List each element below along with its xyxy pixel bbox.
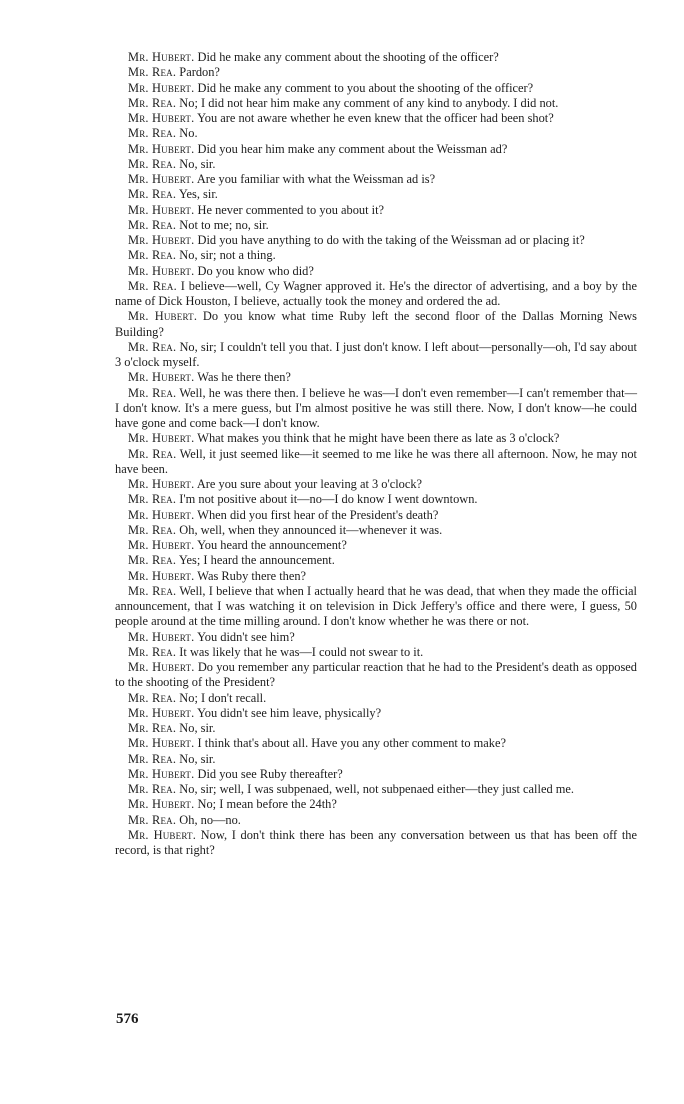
utterance-text: Was Ruby there then?	[197, 568, 307, 583]
testimony-paragraph	[115, 447, 637, 478]
utterance-text: Pardon?	[179, 65, 220, 80]
testimony-paragraph	[115, 50, 637, 65]
speaker-name: Mr. Rea.	[128, 553, 177, 568]
testimony-paragraph	[115, 157, 637, 172]
testimony-paragraph	[115, 111, 637, 126]
speaker-name: Mr. Rea.	[128, 156, 177, 171]
speaker-name: Mr. Hubert.	[128, 80, 195, 95]
testimony-paragraph	[115, 309, 637, 340]
testimony-paragraph	[115, 523, 637, 538]
utterance-text: Oh, well, when they announced it—whenever it was.	[179, 522, 443, 537]
testimony-paragraph	[115, 630, 637, 645]
utterance-text: Are you familiar with what the Weissman ad is?	[196, 172, 436, 186]
utterance-text: No; I did not hear him make any comment of any kind to anybody. I did not.	[179, 95, 559, 110]
speaker-name: Mr. Rea.	[128, 492, 177, 507]
speaker-name: Mr. Hubert.	[128, 431, 195, 446]
testimony-paragraph	[115, 492, 637, 507]
testimony-paragraph	[115, 691, 637, 706]
speaker-name: Mr. Hubert.	[128, 233, 195, 247]
utterance-text: It was likely that he was—I could not swear to it.	[179, 644, 424, 659]
testimony-paragraph	[115, 248, 637, 263]
testimony-paragraph	[115, 797, 637, 812]
page-number: 576	[116, 1011, 139, 1027]
utterance-text: Not to me; no, sir.	[179, 217, 269, 232]
utterance-text: No; I mean before the 24th?	[197, 797, 337, 812]
speaker-name: Mr. Rea.	[128, 65, 177, 80]
utterance-text: Oh, no—no.	[179, 812, 241, 827]
utterance-text: You didn't see him?	[197, 629, 295, 644]
utterance-text: Did he make any comment about the shooting of the officer?	[197, 50, 499, 64]
speaker-name: Mr. Rea.	[128, 187, 177, 202]
testimony-paragraph	[115, 569, 637, 584]
speaker-name: Mr. Rea.	[128, 248, 177, 263]
speaker-name: Mr. Hubert.	[128, 827, 196, 842]
testimony-paragraph	[115, 431, 637, 446]
speaker-name: Mr. Rea.	[128, 278, 177, 293]
testimony-paragraph	[115, 65, 637, 80]
utterance-text: No, sir; well, I was subpenaed, well, not subpenaed either—they just called me.	[179, 782, 574, 796]
speaker-name: Mr. Rea.	[128, 721, 177, 735]
testimony-paragraph	[115, 218, 637, 233]
utterance-text: Well, he was there then. I believe he was—I don't even remember—I can't remember that—I don't know. It's a mere guess, but I'm almost positive he was still there. Now, I don't know—he could have gone and come back—I don't know.	[115, 385, 637, 430]
utterance-text: No, sir.	[179, 156, 216, 171]
utterance-text: Did he make any comment to you about the shooting of the officer?	[197, 80, 534, 95]
testimony-paragraph	[115, 721, 637, 736]
speaker-name: Mr. Hubert.	[128, 477, 195, 491]
testimony-paragraph	[115, 477, 637, 492]
utterance-text: Did you see Ruby thereafter?	[197, 766, 343, 781]
speaker-name: Mr. Rea.	[128, 690, 177, 705]
speaker-name: Mr. Hubert.	[128, 797, 195, 812]
utterance-text: Now, I don't think there has been any conversation between us that has been off the record, is that right?	[115, 827, 637, 857]
speaker-name: Mr. Hubert.	[128, 568, 195, 583]
utterance-text: No.	[179, 126, 198, 141]
speaker-name: Mr. Hubert.	[128, 141, 195, 156]
speaker-name: Mr. Rea.	[128, 217, 177, 232]
utterance-text: Was he there then?	[197, 370, 291, 385]
speaker-name: Mr. Rea.	[128, 339, 177, 354]
testimony-paragraph	[115, 767, 637, 782]
utterance-text: No, sir; not a thing.	[179, 248, 276, 263]
utterance-text: Do you know who did?	[197, 263, 314, 278]
utterance-text: Are you sure about your leaving at 3 o'clock?	[196, 477, 423, 491]
testimony-paragraph	[115, 340, 637, 371]
testimony-paragraph	[115, 233, 637, 248]
speaker-name: Mr. Rea.	[128, 751, 177, 766]
testimony-paragraph	[115, 706, 637, 721]
speaker-name: Mr. Hubert.	[128, 629, 195, 644]
testimony-paragraph	[115, 126, 637, 141]
speaker-name: Mr. Rea.	[128, 812, 177, 827]
speaker-name: Mr. Hubert.	[128, 50, 195, 64]
utterance-text: No, sir.	[179, 751, 216, 766]
testimony-paragraph	[115, 96, 637, 111]
utterance-text: No, sir; I couldn't tell you that. I just don't know. I left about—personally—oh, I'd say about 3 o'clock myself.	[115, 339, 637, 369]
testimony-paragraph	[115, 828, 637, 859]
utterance-text: No; I don't recall.	[179, 690, 267, 705]
utterance-text: Do you remember any particular reaction that he had to the President's death as opposed to the shooting of the President?	[115, 660, 638, 690]
testimony-paragraph	[115, 813, 637, 828]
speaker-name: Mr. Hubert.	[128, 766, 195, 781]
utterance-text: Well, it just seemed like—it seemed to me like he was there all afternoon. Now, he may not have been.	[115, 446, 637, 476]
utterance-text: Yes, sir.	[178, 187, 218, 202]
utterance-text: Yes; I heard the announcement.	[178, 553, 335, 568]
testimony-paragraph	[115, 187, 637, 202]
speaker-name: Mr. Hubert.	[128, 309, 198, 324]
utterance-text: He never commented to you about it?	[197, 202, 385, 217]
transcript-body	[115, 50, 637, 858]
testimony-paragraph	[115, 538, 637, 553]
speaker-name: Mr. Rea.	[128, 446, 177, 461]
speaker-name: Mr. Hubert.	[128, 538, 195, 552]
testimony-paragraph	[115, 81, 637, 96]
speaker-name: Mr. Rea.	[128, 644, 177, 659]
testimony-paragraph	[115, 752, 637, 767]
testimony-paragraph	[115, 645, 637, 660]
speaker-name: Mr. Hubert.	[128, 202, 195, 217]
utterance-text: I believe—well, Cy Wagner approved it. He's the director of advertising, and a boy by the name of Dick Houston, I believe, actually took the money and ordered the ad.	[115, 278, 637, 308]
speaker-name: Mr. Hubert.	[128, 263, 195, 278]
utterance-text: Did you have anything to do with the taking of the Weissman ad or placing it?	[197, 233, 585, 247]
speaker-name: Mr. Hubert.	[128, 370, 195, 385]
utterance-text: I'm not positive about it—no—I do know I went downtown.	[179, 492, 478, 507]
testimony-paragraph	[115, 553, 637, 568]
testimony-paragraph	[115, 142, 637, 157]
speaker-name: Mr. Hubert.	[128, 507, 195, 522]
speaker-name: Mr. Rea.	[128, 126, 177, 141]
utterance-text: You didn't see him leave, physically?	[197, 705, 382, 720]
testimony-paragraph	[115, 203, 637, 218]
utterance-text: When did you first hear of the President's death?	[197, 507, 439, 522]
utterance-text: No, sir.	[179, 721, 216, 735]
testimony-paragraph	[115, 508, 637, 523]
testimony-paragraph	[115, 782, 637, 797]
utterance-text: You are not aware whether he even knew that the officer had been shot?	[197, 111, 554, 125]
testimony-paragraph	[115, 370, 637, 385]
speaker-name: Mr. Hubert.	[128, 172, 195, 186]
testimony-paragraph	[115, 279, 637, 310]
testimony-paragraph	[115, 660, 637, 691]
utterance-text: Do you know what time Ruby left the second floor of the Dallas Morning News Building?	[115, 309, 638, 339]
speaker-name: Mr. Hubert.	[128, 660, 195, 674]
speaker-name: Mr. Hubert.	[128, 705, 195, 720]
testimony-paragraph	[115, 386, 637, 432]
testimony-paragraph	[115, 736, 637, 751]
testimony-paragraph	[115, 264, 637, 279]
speaker-name: Mr. Rea.	[128, 95, 177, 110]
utterance-text: I think that's about all. Have you any other comment to make?	[197, 736, 507, 751]
speaker-name: Mr. Rea.	[128, 522, 177, 537]
speaker-name: Mr. Hubert.	[128, 736, 195, 751]
utterance-text: Well, I believe that when I actually heard that he was dead, that when they made the official announcement, that I was watching it on television in Dick Jeffery's office and there were, I guess, 50 people around at the time milling around. I don't know whether he was there or not.	[115, 583, 637, 629]
speaker-name: Mr. Rea.	[128, 385, 177, 400]
speaker-name: Mr. Rea.	[128, 782, 177, 796]
utterance-text: You heard the announcement?	[197, 538, 347, 552]
speaker-name: Mr. Rea.	[128, 583, 177, 598]
testimony-paragraph	[115, 172, 637, 187]
utterance-text: What makes you think that he might have been there as late as 3 o'clock?	[197, 431, 560, 446]
speaker-name: Mr. Hubert.	[128, 111, 195, 125]
utterance-text: Did you hear him make any comment about the Weissman ad?	[197, 141, 508, 156]
testimony-paragraph	[115, 584, 637, 630]
